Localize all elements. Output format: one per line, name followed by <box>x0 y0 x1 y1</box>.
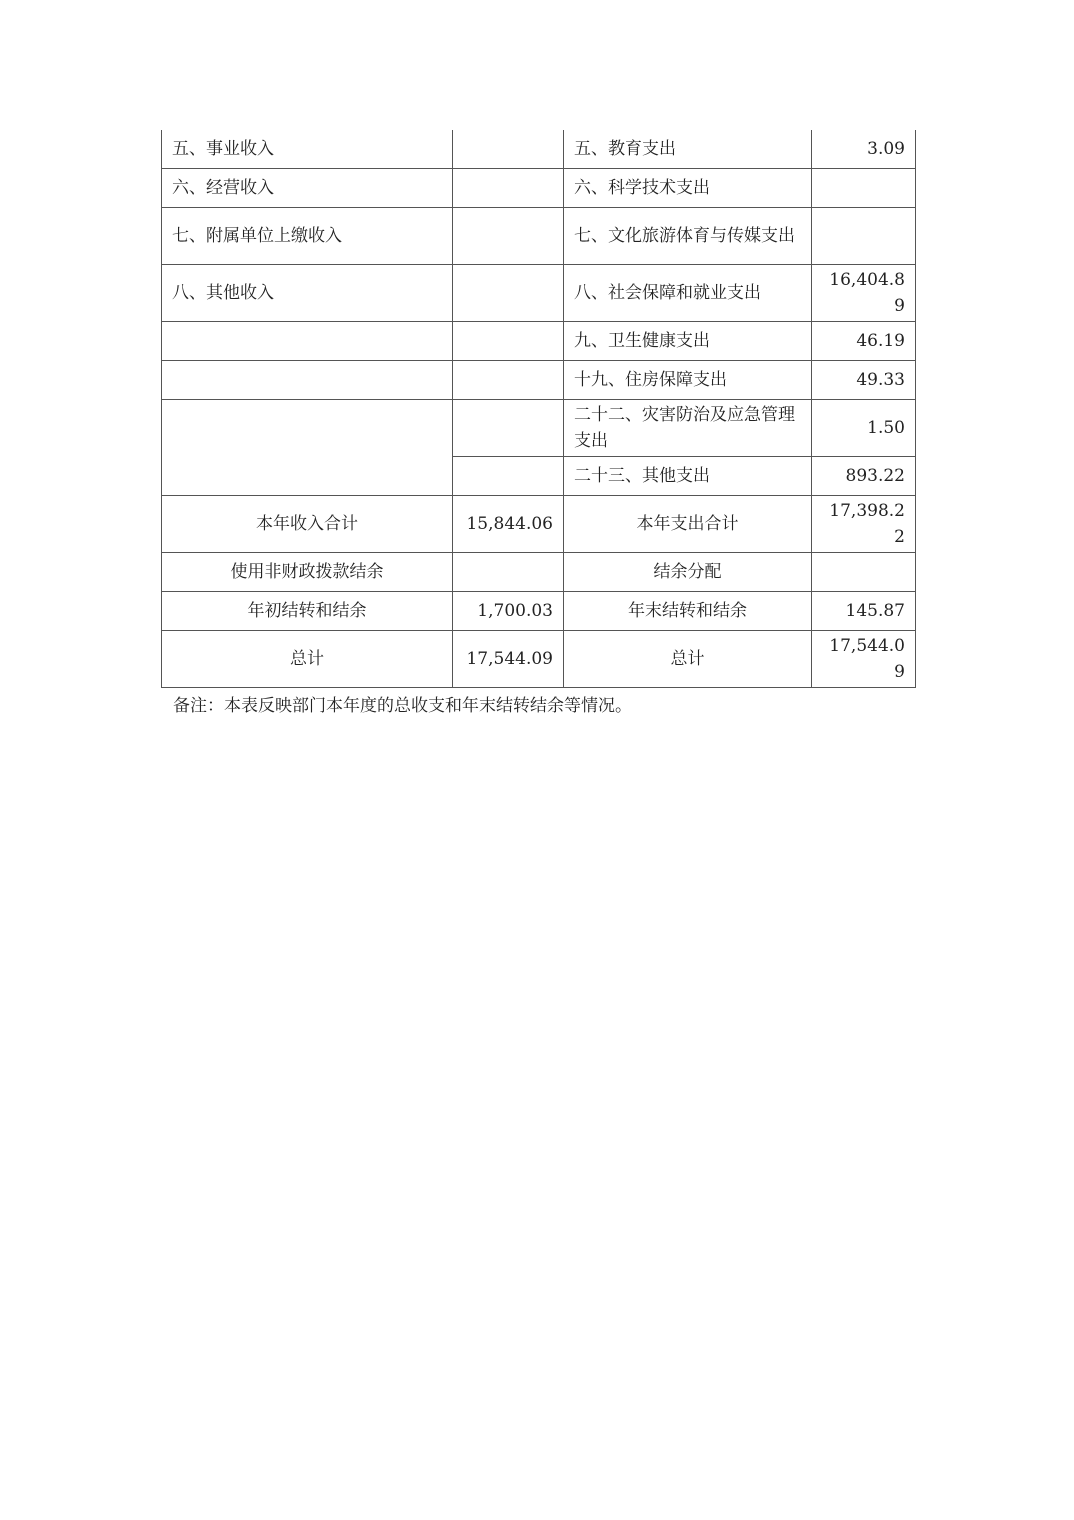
table-row <box>162 400 916 457</box>
expense-total-amount <box>812 553 916 592</box>
income-amount-cell <box>453 361 564 400</box>
expense-item-cell: 七、文化旅游体育与传媒支出 <box>564 208 812 265</box>
income-amount-cell <box>453 169 564 208</box>
income-amount-cell <box>453 208 564 265</box>
income-total-amount: 15,844.06 <box>453 496 564 553</box>
expense-item-cell: 二十二、灾害防治及应急管理支出 <box>564 400 812 457</box>
expense-total-label: 结余分配 <box>564 553 812 592</box>
expense-amount-cell <box>812 169 916 208</box>
table-row <box>162 265 916 322</box>
income-amount-cell <box>453 265 564 322</box>
expense-total-amount: 17,398.22 <box>812 496 916 553</box>
table-row <box>162 322 916 361</box>
expense-amount-cell: 893.22 <box>812 457 916 496</box>
income-item-cell <box>162 361 453 400</box>
income-amount-cell <box>453 400 564 457</box>
income-total-label: 使用非财政拨款结余 <box>162 553 453 592</box>
income-total-label: 总计 <box>162 631 453 688</box>
income-expense-table <box>161 130 916 688</box>
income-item-cell: 五、事业收入 <box>162 130 453 169</box>
expense-amount-cell: 16,404.89 <box>812 265 916 322</box>
budget-table-page <box>161 130 915 719</box>
expense-item-cell: 二十三、其他支出 <box>564 457 812 496</box>
income-item-cell <box>162 400 453 496</box>
totals-row <box>162 496 916 553</box>
income-total-label: 本年收入合计 <box>162 496 453 553</box>
expense-amount-cell: 46.19 <box>812 322 916 361</box>
income-total-label: 年初结转和结余 <box>162 592 453 631</box>
income-item-cell: 八、其他收入 <box>162 265 453 322</box>
expense-item-cell: 五、教育支出 <box>564 130 812 169</box>
expense-amount-cell <box>812 208 916 265</box>
expense-amount-cell: 49.33 <box>812 361 916 400</box>
income-amount-cell <box>453 322 564 361</box>
expense-total-label: 总计 <box>564 631 812 688</box>
table-row <box>162 208 916 265</box>
expense-item-cell: 八、社会保障和就业支出 <box>564 265 812 322</box>
income-total-amount <box>453 553 564 592</box>
expense-total-label: 年末结转和结余 <box>564 592 812 631</box>
expense-amount-cell: 3.09 <box>812 130 916 169</box>
expense-total-amount: 145.87 <box>812 592 916 631</box>
expense-item-cell: 九、卫生健康支出 <box>564 322 812 361</box>
income-amount-cell <box>453 130 564 169</box>
income-total-amount: 17,544.09 <box>453 631 564 688</box>
table-row <box>162 130 916 169</box>
expense-total-label: 本年支出合计 <box>564 496 812 553</box>
table-footnote: 备注：本表反映部门本年度的总收支和年末结转结余等情况。 <box>173 696 632 716</box>
income-amount-cell <box>453 457 564 496</box>
income-item-cell: 七、附属单位上缴收入 <box>162 208 453 265</box>
totals-row <box>162 553 916 592</box>
income-total-amount: 1,700.03 <box>453 592 564 631</box>
income-item-cell: 六、经营收入 <box>162 169 453 208</box>
expense-amount-cell: 1.50 <box>812 400 916 457</box>
expense-item-cell: 十九、住房保障支出 <box>564 361 812 400</box>
table-row <box>162 169 916 208</box>
table-row <box>162 361 916 400</box>
totals-row <box>162 592 916 631</box>
expense-item-cell: 六、科学技术支出 <box>564 169 812 208</box>
expense-total-amount: 17,544.09 <box>812 631 916 688</box>
income-item-cell <box>162 322 453 361</box>
totals-row <box>162 631 916 688</box>
